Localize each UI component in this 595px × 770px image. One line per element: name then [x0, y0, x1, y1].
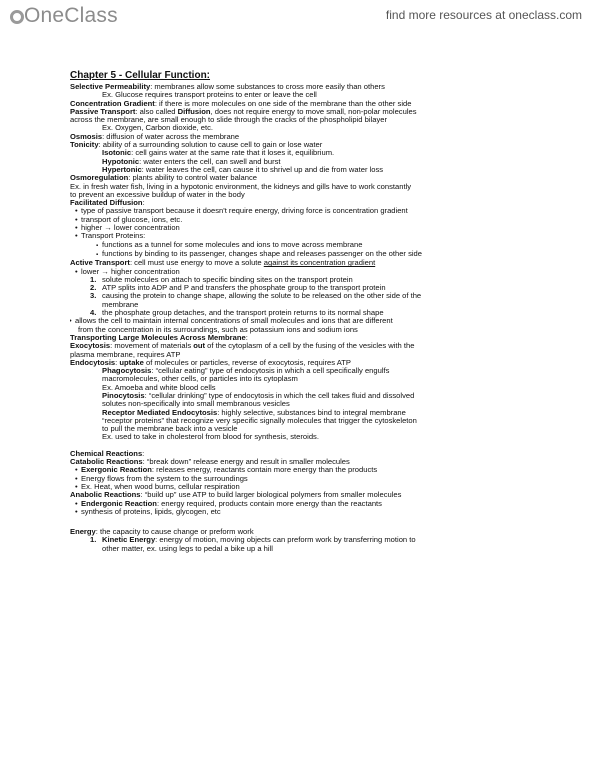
list-item-continuation: from the concentration in its surroundings, such as potassium ions and sodium ions — [78, 325, 358, 334]
passive-transport-line: Passive Transport: also called Diffusion, does not require energy to move small, non-polar molecules — [70, 107, 417, 116]
logo-ring-icon — [10, 10, 24, 24]
hypertonic-line: Hypertonic: water leaves the cell, can cause it to shrivel up and die from water loss — [102, 165, 384, 174]
osmoregulation-line: Osmoregulation: plants ability to control water balance — [70, 174, 257, 183]
list-item: • lower → higher concentration — [70, 268, 580, 276]
logo-text: OneClass — [24, 4, 118, 27]
chemical-reactions-heading: Chemical Reactions: — [70, 449, 145, 458]
pinocytosis-line-2: solutes non-specifically into small membranous vesicles — [102, 400, 290, 409]
exocytosis-line: Exocytosis: movement of materials out of the cytoplasm of a cell by the fusing of the vesicles with the — [70, 342, 415, 351]
chapter-title: Chapter 5 - Cellular Function: — [70, 70, 211, 81]
facilitated-diffusion-heading: Facilitated Diffusion: — [70, 199, 145, 208]
phagocytosis-line-2: macromolecules, other cells, or particles into its cytoplasm — [102, 375, 298, 384]
kinetic-energy-line: 1. Kinetic Energy: energy of motion, moving objects can preform work by transferring motion to — [90, 536, 416, 545]
numbered-step: 4. the phosphate group detaches, and the transport protein returns to its normal shape — [90, 309, 384, 318]
receptor-mediated-line: Receptor Mediated Endocytosis: highly selective, substances bind to integral membrane — [102, 408, 406, 417]
receptor-mediated-line-2: “receptor proteins” that recognize very specific signally molecules that trigger the cytoskeleton — [102, 416, 417, 425]
spacer — [70, 516, 580, 528]
selective-permeability-line: Selective Permeability: membranes allow some substances to cross more easily than others — [70, 83, 385, 91]
phagocytosis-example: Ex. Amoeba and white blood cells — [102, 383, 216, 392]
isotonic-line: Isotonic: cell gains water at the same rate that it loses it, equilibrium. — [102, 149, 335, 158]
osmoregulation-example-2: to prevent an excessive buildup of water in the body — [70, 190, 245, 199]
list-item: • Energy flows from the system to the surroundings — [70, 475, 580, 483]
endocytosis-line: Endocytosis: uptake of molecules or particles, reverse of exocytosis, requires ATP — [70, 358, 351, 367]
sub-list-item: ▪ functions as a tunnel for some molecules and ions to move across membrane — [70, 241, 580, 250]
sub-list-item: ▪ functions by binding to its passenger, changes shape and releases passenger on the other side — [70, 250, 580, 259]
list-item: • transport of glucose, ions, etc. — [70, 216, 580, 224]
selective-permeability-example: Ex. Glucose requires transport proteins to enter or leave the cell — [102, 91, 317, 100]
large-molecules-heading: Transporting Large Molecules Across Membrane: — [70, 333, 248, 342]
hypotonic-line: Hypotonic: water enters the cell, can swell and burst — [102, 157, 281, 166]
list-item: • synthesis of proteins, lipids, glycogen, etc — [70, 508, 580, 516]
numbered-step-continuation: membrane — [102, 300, 139, 309]
list-item: • higher → lower concentration — [70, 224, 580, 232]
list-item: • allows the cell to maintain internal concentrations of small molecules and ions that are different — [70, 317, 580, 325]
energy-line: Energy: the capacity to cause change or preform work — [70, 528, 254, 537]
osmosis-line: Osmosis: diffusion of water across the membrane — [70, 132, 240, 141]
passive-transport-example: Ex. Oxygen, Carbon dioxide, etc. — [102, 124, 214, 133]
osmoregulation-example-1: Ex. in fresh water fish, living in a hypotonic environment, the kidneys and gills have to work constantly — [70, 182, 412, 191]
header-tagline[interactable]: find more resources at oneclass.com — [385, 8, 582, 22]
notes-document — [70, 70, 580, 553]
active-transport-line: Active Transport: cell must use energy to move a solute against its concentration gradient — [70, 259, 376, 268]
exocytosis-line-2: plasma membrane, requires ATP — [70, 350, 181, 359]
passive-transport-line-2: across the membrane, are small enough to slide through the cracks of the phospholipid bilayer — [70, 116, 388, 125]
list-item: • Ex. Heat, when wood burns, cellular respiration — [70, 483, 580, 491]
catabolic-line: Catabolic Reactions: “break down” release energy and result in smaller molecules — [70, 458, 350, 467]
kinetic-energy-line-2: other matter, ex. using legs to pedal a bike up a hill — [102, 544, 273, 553]
pinocytosis-line: Pinocytosis: “cellular drinking” type of endocytosis in which the cell takes fluid and dissolved — [102, 391, 415, 400]
exergonic-line: • Exergonic Reaction: releases energy, reactants contain more energy than the products — [70, 466, 580, 474]
numbered-step: 1. solute molecules on attach to specific binding sites on the transport protein — [90, 275, 353, 284]
numbered-step: 3. causing the protein to change shape, allowing the solute to be released on the other side of the — [90, 292, 422, 301]
receptor-mediated-example: Ex. used to take in cholesterol from blood for synthesis, steroids. — [102, 433, 319, 442]
phagocytosis-line: Phagocytosis: “cellular eating” type of endocytosis in which a cell specifically engulfs — [102, 367, 390, 376]
page-header — [0, 0, 595, 34]
receptor-mediated-line-3: to pull the membrane back into a vesicle — [102, 425, 238, 434]
oneclass-logo[interactable] — [10, 4, 118, 28]
list-item: • type of passive transport because it doesn't require energy, driving force is concentration gradient — [70, 207, 580, 215]
numbered-step: 2. ATP splits into ADP and P and transfers the phosphate group to the transport protein — [90, 284, 386, 293]
concentration-gradient-line: Concentration Gradient: if there is more molecules on one side of the membrane than the other side — [70, 99, 412, 108]
list-item: • Transport Proteins: — [70, 232, 580, 240]
spacer — [70, 442, 580, 450]
tonicity-line: Tonicity: ability of a surrounding solution to cause cell to gain or lose water — [70, 141, 323, 150]
anabolic-line: Anabolic Reactions: “build up” use ATP to build larger biological polymers from smaller molecules — [70, 491, 402, 500]
endergonic-line: • Endergonic Reaction: energy required, products contain more energy than the reactants — [70, 500, 580, 508]
